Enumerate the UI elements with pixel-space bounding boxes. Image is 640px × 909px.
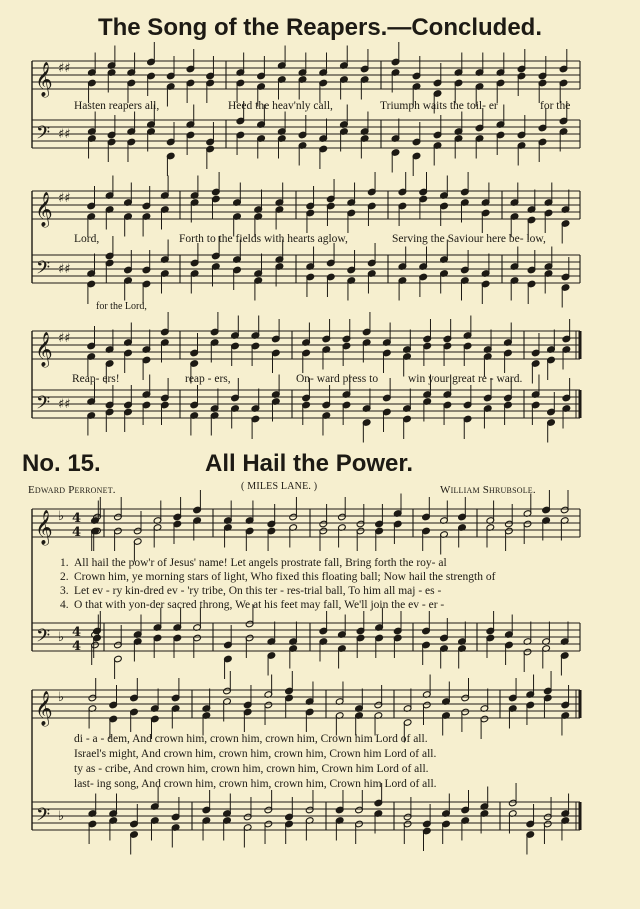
lyric-s1-l3-b: reap - ers, (185, 373, 231, 385)
hymn-number: No. 15. (22, 450, 101, 477)
page-title: The Song of the Reapers.—Concluded. (97, 14, 543, 41)
lyric-s1-alto: for the Lord, (96, 301, 147, 312)
bass-clef-icon: 𝄢 (36, 626, 51, 651)
hymn-title: All Hail the Power. (205, 450, 414, 477)
sharp-sign-icon: ♯♯ (58, 331, 71, 346)
lyric-s1-l2-a: Lord, (74, 233, 100, 245)
verse-4-line-1: O that with yon-der sacred throng, We at his feet may fall, We'll join the ev - er - (74, 599, 445, 611)
lyric-s1-l1-a: Hasten reapers all, (74, 100, 160, 112)
sharp-sign-icon: ♯♯ (58, 61, 71, 76)
sharp-sign-icon: ♯♯ (58, 262, 71, 277)
sharp-sign-icon: ♯♯ (58, 397, 71, 412)
flat-sign-icon: ♭ (58, 509, 65, 524)
verse-1-number: 1. (60, 557, 69, 569)
lyric-s1-l3-a: Reap- ers! (72, 373, 120, 385)
bass-clef-icon: 𝄢 (36, 805, 51, 830)
verse-3-line-2: ty as - cribe, And crown him, crown him, crown him, Crown him Lord of all. (74, 763, 429, 775)
time-signature-icon: 4 (72, 625, 82, 640)
lyricist: Edward Perronet. (28, 484, 116, 496)
verse-4-line-2: last- ing song, And crown him, crown him, crown him, Crown him Lord of all. (74, 778, 437, 790)
sharp-sign-icon: ♯♯ (58, 191, 71, 206)
lyric-s1-l3-d: win your great re - ward. (408, 373, 523, 385)
lyric-s1-l2-c: Serving the Saviour here be- low, (392, 233, 546, 245)
lyric-s1-l2-b: Forth to the fields with hearts aglow, (179, 233, 348, 245)
flat-sign-icon: ♭ (58, 690, 65, 705)
time-signature-icon: 4 (72, 525, 82, 540)
flat-sign-icon: ♭ (58, 809, 65, 824)
bass-clef-icon: 𝄢 (36, 258, 51, 283)
bass-clef-icon: 𝄢 (36, 123, 51, 148)
verse-2-number: 2. (60, 571, 69, 583)
verse-2-line-1: Crown him, ye morning stars of light, Who fixed this floating ball; Now hail the strength of (74, 571, 496, 583)
verse-3-line-1: Let ev - ry kin-dred ev - 'ry tribe, On this ter - res-trial ball, To him all maj - es - (74, 585, 442, 597)
treble-clef-icon: 𝄞 (35, 691, 53, 726)
verse-1-line-1: All hail the pow'r of Jesus' name! Let angels prostrate fall, Bring forth the roy- al (74, 557, 447, 569)
lyric-s1-l1-c: Triumph waits the toil- er (380, 100, 498, 112)
lyric-s1-l1-b: Heed the heav'nly call, (228, 100, 333, 112)
composer: William Shrubsole. (440, 484, 536, 496)
lyric-s1-l3-c: On- ward press to (296, 373, 379, 385)
verse-1-line-2: di - a - dem, And crown him, crown him, crown him, Crown him Lord of all. (74, 733, 428, 745)
time-signature-icon: 4 (72, 639, 82, 654)
verse-4-number: 4. (60, 599, 69, 611)
verse-3-number: 3. (60, 585, 69, 597)
treble-clef-icon: 𝄞 (35, 62, 53, 97)
treble-clef-icon: 𝄞 (35, 192, 53, 227)
sharp-sign-icon: ♯♯ (58, 127, 71, 142)
flat-sign-icon: ♭ (58, 630, 65, 645)
verse-2-line-2: Israel's might, And crown him, crown him, crown him, Crown him Lord of all. (74, 748, 437, 760)
time-signature-icon: 4 (72, 511, 82, 526)
lyric-s1-l1-d: for the (540, 100, 571, 112)
treble-clef-icon: 𝄞 (35, 510, 53, 545)
tune-name: ( MILES LANE. ) (241, 481, 318, 492)
bass-clef-icon: 𝄢 (36, 393, 51, 418)
treble-clef-icon: 𝄞 (35, 332, 53, 367)
